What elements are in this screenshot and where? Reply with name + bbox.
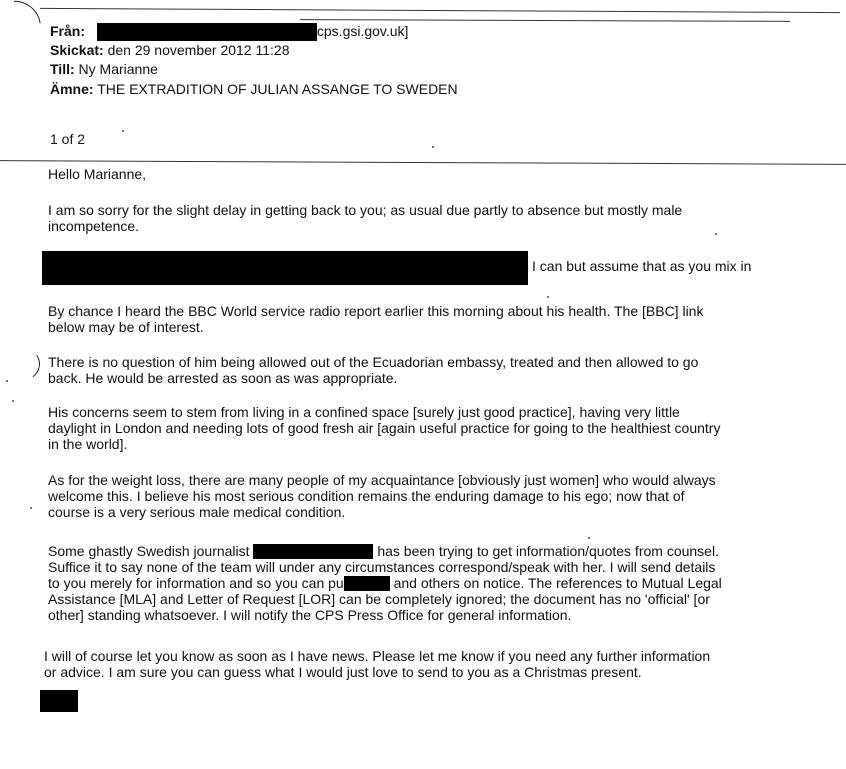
paragraph-3 bbox=[48, 303, 703, 335]
scan-speck bbox=[6, 380, 8, 382]
scan-speck bbox=[432, 146, 434, 148]
from-redaction bbox=[97, 23, 317, 41]
paragraph-2 bbox=[532, 258, 751, 274]
paragraph-line: incompetence. bbox=[48, 218, 140, 234]
paragraph-line: As for the weight loss, there are many people of my acquaintance [obviously just women] who would always bbox=[48, 472, 716, 488]
paragraph-line: Assistance [MLA] and Letter of Request [LOR] can be completely ignored; the document has no 'official' [or bbox=[48, 591, 710, 607]
greeting-text: Hello Marianne, bbox=[48, 166, 147, 182]
scan-speck bbox=[12, 400, 14, 402]
paragraph-5 bbox=[48, 404, 720, 452]
paragraph-8 bbox=[44, 648, 710, 680]
paragraph-line: I am so sorry for the slight delay in getting back to you; as usual due partly to absence but mostly male bbox=[48, 202, 683, 218]
scan-speck bbox=[588, 537, 590, 539]
paragraph-line: I will of course let you know as soon as I have news. Please let me know if you need any further information bbox=[44, 648, 711, 664]
header-top-rule bbox=[40, 8, 840, 13]
subject-value: THE EXTRADITION OF JULIAN ASSANGE TO SWEDEN bbox=[97, 81, 458, 97]
paragraph-line bbox=[48, 575, 722, 591]
to-label: Till: bbox=[50, 61, 75, 77]
to-value: Ny Marianne bbox=[78, 61, 158, 77]
from-line bbox=[50, 22, 408, 41]
body-separator-rule bbox=[0, 160, 846, 165]
paragraph-line: daylight in London and needing lots of good fresh air [again useful practice for going to the healthiest country bbox=[48, 420, 721, 436]
paragraph-1 bbox=[48, 202, 682, 234]
paragraph-line: back. He would be arrested as soon as was appropriate. bbox=[48, 370, 398, 386]
paragraph-line: other] standing whatsoever. I will notify the CPS Press Office for general information. bbox=[48, 607, 572, 623]
journalist-name-redaction bbox=[253, 544, 373, 559]
subject-line bbox=[50, 80, 458, 98]
paragraph-line: or advice. I am sure you can guess what I would just love to send to you as a Christmas present. bbox=[44, 664, 642, 680]
paragraph-line: in the world]. bbox=[48, 436, 128, 452]
paragraph-line: By chance I heard the BBC World service radio report earlier this morning about his health. The [BBC] link bbox=[48, 303, 704, 319]
to-line bbox=[50, 60, 158, 78]
paragraph-fragment: to you merely for information and so you can pu bbox=[48, 575, 344, 591]
scan-speck bbox=[30, 507, 32, 509]
paragraph-line: I can but assume that as you mix in bbox=[532, 258, 752, 274]
page-indicator: 1 of 2 bbox=[50, 131, 86, 147]
paragraph-line: course is a very serious male medical condition. bbox=[48, 504, 346, 520]
sent-value: den 29 november 2012 11:28 bbox=[107, 42, 290, 58]
greeting bbox=[48, 166, 146, 182]
subject-label: Ämne: bbox=[50, 81, 94, 97]
paragraph-fragment: has been trying to get information/quotes from counsel. bbox=[377, 543, 719, 559]
paragraph-line: His concerns seem to stem from living in a confined space [surely just good practice], having very little bbox=[48, 404, 680, 420]
paragraph-6 bbox=[48, 472, 716, 520]
paragraph-fragment: and others on notice. The references to Mutual Legal bbox=[393, 575, 722, 591]
paragraph-line: Suffice it to say none of the team will under any circumstances correspond/speak with her. I will send details bbox=[48, 559, 716, 575]
from-label: Från: bbox=[50, 23, 85, 39]
scan-speck bbox=[122, 130, 124, 132]
paragraph-7 bbox=[48, 543, 722, 623]
paragraph-line: welcome this. I believe his most serious condition remains the enduring damage to his ego; now that of bbox=[48, 488, 685, 504]
paragraph-fragment: Some ghastly Swedish journalist bbox=[48, 543, 250, 559]
paragraph-line bbox=[48, 543, 722, 559]
sent-label: Skickat: bbox=[50, 42, 104, 58]
sent-line bbox=[50, 41, 289, 59]
name-redaction bbox=[344, 576, 390, 591]
scan-speck bbox=[547, 296, 549, 298]
scan-speck bbox=[715, 233, 717, 235]
signature-redaction bbox=[40, 690, 78, 712]
paragraph-line: below may be of interest. bbox=[48, 319, 204, 335]
paragraph-line: There is no question of him being allowed out of the Ecuadorian embassy, treated and then allowed to go bbox=[48, 354, 699, 370]
paragraph-4 bbox=[48, 354, 698, 386]
from-value: cps.gsi.gov.uk] bbox=[316, 23, 409, 39]
redacted-block bbox=[42, 251, 528, 285]
scan-margin-mark-mid bbox=[5, 345, 42, 382]
